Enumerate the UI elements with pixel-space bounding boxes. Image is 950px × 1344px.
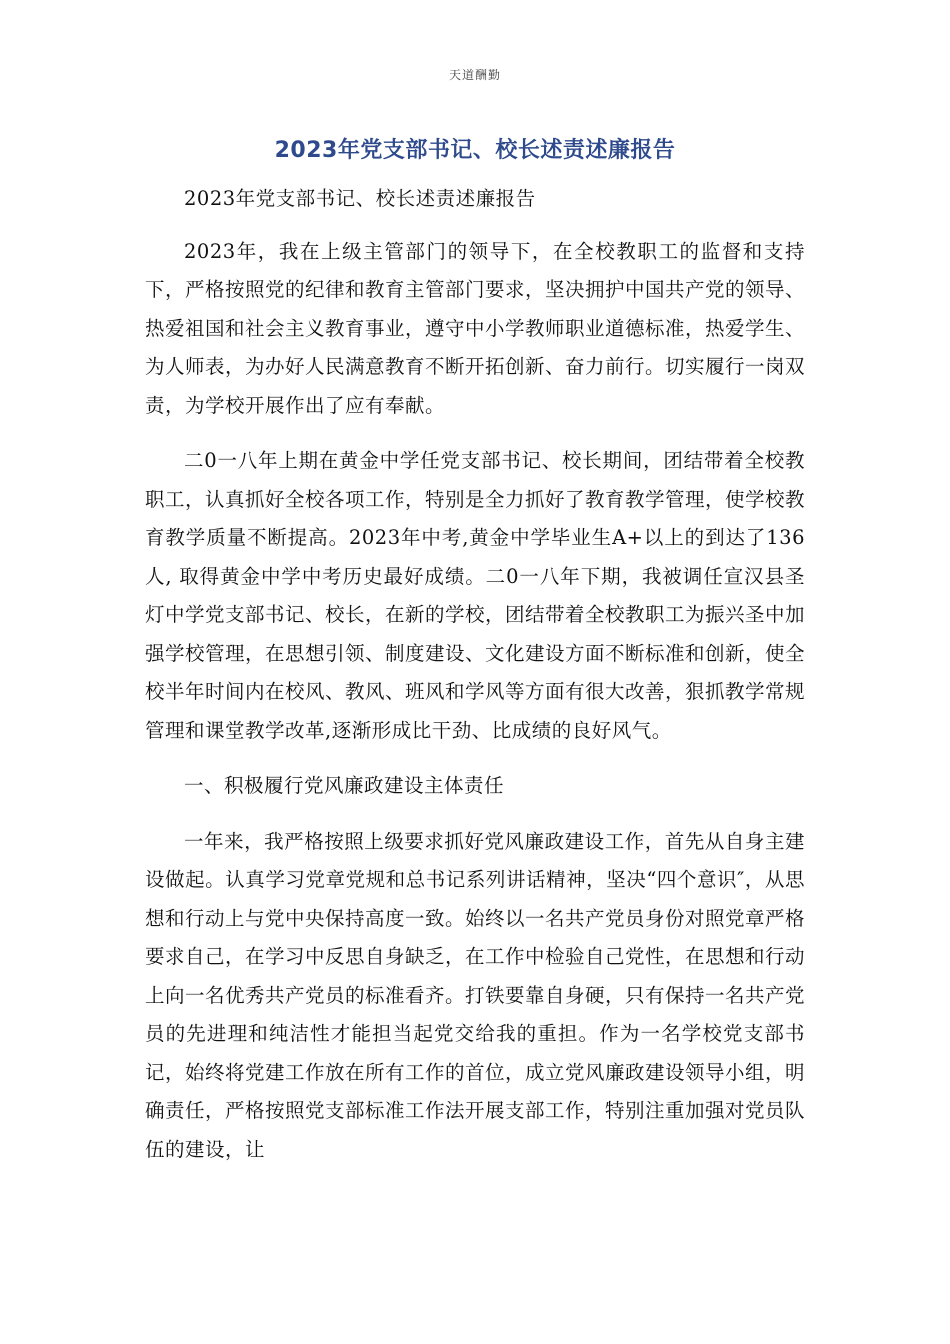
paragraph-section-1: 一年来，我严格按照上级要求抓好党风廉政建设工作，首先从自身主建设做起。认真学习党章党规和总书记系列讲话精神，坚决“四个意识″，从思想和行动上与党中央保持高度一致。始终以一名共产党员身份对照党章严格要求自己，在学习中反思自身缺乏，在工作中检验自己党性，在思想和行动上向一名优秀共产党员的标准看齐。打铁要靠自身硬，只有保持一名共产党员的先进理和纯洁性才能担当起党交给我的重担。作为一名学校党支部书记，始终将党建工作放在所有工作的首位，成立党风廉政建设领导小组，明确责任，严格按照党支部标准工作法开展支部工作，特别注重加强对党员队伍的建设，让 [145, 829, 806, 1161]
document-body [145, 180, 805, 1169]
header-motto: 天道酬勤 [448, 68, 501, 82]
section-heading: 一、积极履行党风廉政建设主体责任 [184, 774, 505, 797]
paragraph-intro: 2023年，我在上级主管部门的领导下，在全校教职工的监督和支持下，严格按照党的纪律和教育主管部门要求，坚决拥护中国共产党的领导、热爱祖国和社会主义教育事业，遵守中小学教师职业道德标准，热爱学生、为人师表，为办好人民满意教育不断开拓创新、奋力前行。切实履行一岗双责，为学校开展作出了应有奉献。 [145, 239, 806, 417]
document-title: 2023年党支部书记、校长述责述廉报告 [274, 138, 676, 163]
document-subtitle: 2023年党支部书记、校长述责述廉报告 [184, 187, 536, 210]
paragraph-history: 二0一八年上期在黄金中学任党支部书记、校长期间，团结带着全校教职工，认真抓好全校各项工作，特别是全力抓好了教育教学管理，使学校教育教学质量不断提高。2023年中考,黄金中学毕业生A+以上的到达了136人, 取得黄金中学中考历史最好成绩。二0一八年下期，我被调任宣汉县圣灯中学党支部书记、校长，在新的学校，团结带着全校教职工为振兴圣中加强学校管理，在思想引领、制度建设、文化建设方面不断标准和创新，使全校半年时间内在校风、教风、班风和学风等方面有很大改善，狠抓教学常规管理和课堂教学改革,逐渐形成比干劲、比成绩的良好风气。 [145, 449, 806, 742]
